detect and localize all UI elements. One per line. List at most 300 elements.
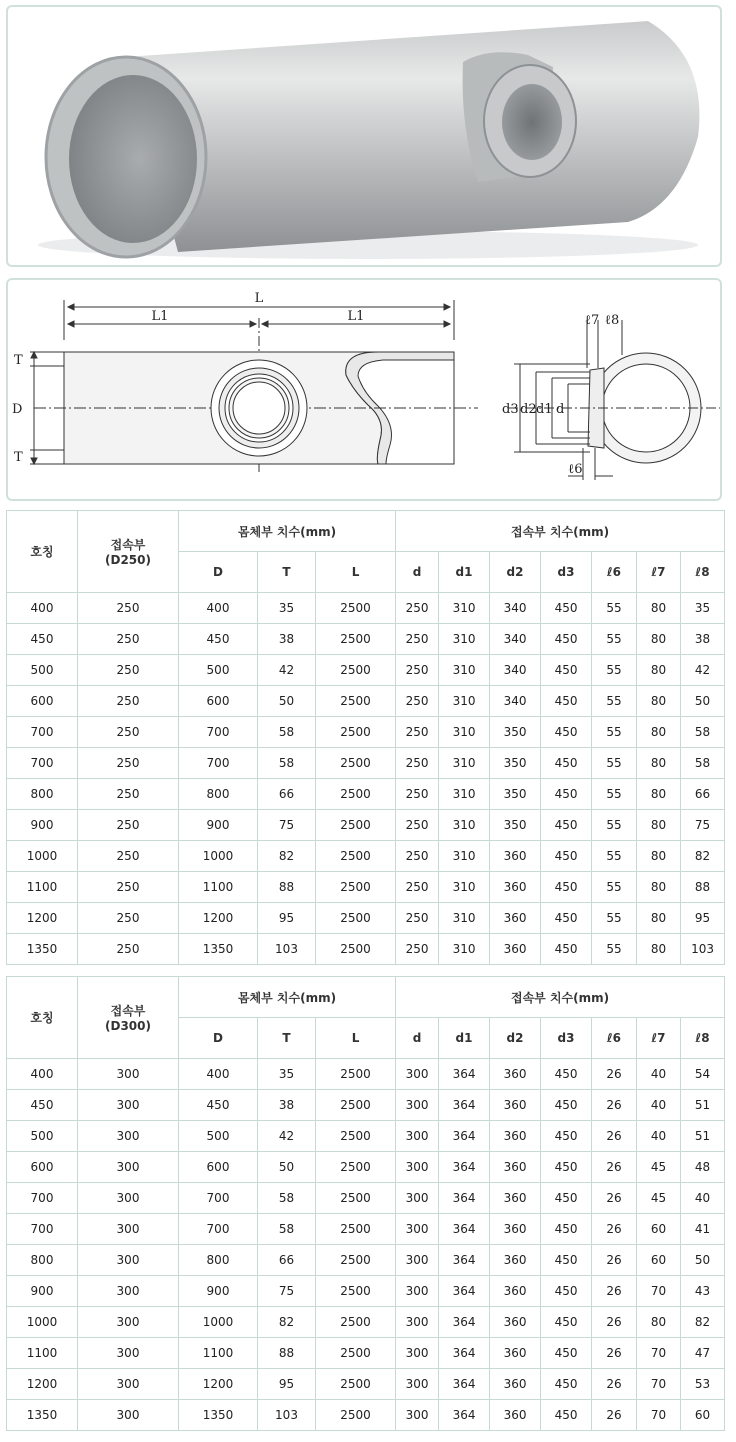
table-cell: 35	[258, 1059, 316, 1090]
table-cell: 40	[637, 1090, 681, 1121]
header-L: L	[316, 1018, 396, 1059]
table-cell: 450	[541, 1121, 592, 1152]
table-cell: 250	[396, 903, 439, 934]
table-cell: 2500	[316, 872, 396, 903]
table-cell: 1350	[179, 934, 258, 965]
table-cell: 300	[396, 1338, 439, 1369]
table-cell: 450	[541, 1245, 592, 1276]
table-cell: 900	[179, 1276, 258, 1307]
table-cell: 600	[7, 686, 78, 717]
header-d2: d2	[490, 552, 541, 593]
table-cell: 2500	[316, 934, 396, 965]
table-cell: 300	[396, 1400, 439, 1431]
table-cell: 1200	[7, 1369, 78, 1400]
table-cell: 40	[681, 1183, 725, 1214]
table-cell: 2500	[316, 1338, 396, 1369]
table-cell: 700	[7, 717, 78, 748]
table-cell: 82	[258, 841, 316, 872]
table-cell: 250	[78, 810, 179, 841]
table-cell: 364	[439, 1090, 490, 1121]
table-cell: 900	[7, 1276, 78, 1307]
table-cell: 300	[396, 1121, 439, 1152]
table-cell: 43	[681, 1276, 725, 1307]
table-cell: 700	[7, 1214, 78, 1245]
table-cell: 350	[490, 717, 541, 748]
table-cell: 53	[681, 1369, 725, 1400]
table-cell: 300	[78, 1276, 179, 1307]
header-joint-main: 접속부	[110, 1004, 146, 1018]
table-cell: 360	[490, 1183, 541, 1214]
table-cell: 1350	[179, 1400, 258, 1431]
table-cell: 80	[637, 686, 681, 717]
table-cell: 70	[637, 1338, 681, 1369]
table-cell: 450	[541, 903, 592, 934]
table-cell: 95	[258, 1369, 316, 1400]
header-body-group: 몸체부 치수(mm)	[179, 511, 396, 552]
table-cell: 450	[541, 810, 592, 841]
table-row	[7, 779, 725, 810]
table-cell: 360	[490, 1152, 541, 1183]
table-cell: 2500	[316, 1400, 396, 1431]
table-cell: 250	[396, 779, 439, 810]
table-cell: 310	[439, 748, 490, 779]
table-cell: 26	[592, 1214, 637, 1245]
table-cell: 250	[78, 717, 179, 748]
table-cell: 400	[7, 1059, 78, 1090]
table-cell: 2500	[316, 1121, 396, 1152]
table-cell: 310	[439, 810, 490, 841]
table-cell: 310	[439, 593, 490, 624]
table-cell: 300	[78, 1183, 179, 1214]
header-nominal: 호칭	[7, 977, 78, 1059]
table-cell: 75	[258, 810, 316, 841]
table-cell: 364	[439, 1059, 490, 1090]
header-l6: ℓ6	[592, 552, 637, 593]
spec-table-d250	[6, 510, 725, 965]
table-cell: 300	[78, 1214, 179, 1245]
table-cell: 800	[179, 1245, 258, 1276]
table-cell: 80	[637, 903, 681, 934]
table-cell: 45	[637, 1183, 681, 1214]
label-T-bottom: T	[14, 450, 23, 465]
table-cell: 300	[396, 1307, 439, 1338]
table-cell: 364	[439, 1307, 490, 1338]
table-cell: 80	[637, 872, 681, 903]
table-cell: 300	[396, 1245, 439, 1276]
table-row	[7, 810, 725, 841]
table-cell: 310	[439, 686, 490, 717]
header-joint-main: 접속부	[110, 538, 146, 552]
table-cell: 500	[7, 655, 78, 686]
table-cell: 1000	[7, 841, 78, 872]
table-cell: 350	[490, 748, 541, 779]
table-cell: 80	[637, 655, 681, 686]
table-cell: 300	[396, 1059, 439, 1090]
table-row	[7, 717, 725, 748]
table-cell: 310	[439, 624, 490, 655]
table-cell: 55	[592, 624, 637, 655]
table-cell: 800	[179, 779, 258, 810]
label-L: L	[254, 291, 264, 306]
table-cell: 2500	[316, 1307, 396, 1338]
table-cell: 400	[179, 593, 258, 624]
table-row	[7, 1245, 725, 1276]
dimension-drawing	[6, 278, 722, 501]
table-cell: 700	[7, 748, 78, 779]
table-cell: 50	[258, 686, 316, 717]
table-cell: 364	[439, 1400, 490, 1431]
concrete-pipe-image	[8, 7, 720, 265]
table-cell: 360	[490, 1214, 541, 1245]
table-cell: 450	[541, 686, 592, 717]
table-cell: 364	[439, 1183, 490, 1214]
header-d1: d1	[439, 1018, 490, 1059]
table-cell: 310	[439, 872, 490, 903]
table-cell: 51	[681, 1121, 725, 1152]
table-cell: 400	[179, 1059, 258, 1090]
table-cell: 360	[490, 1369, 541, 1400]
table-cell: 2500	[316, 1059, 396, 1090]
table-cell: 60	[637, 1245, 681, 1276]
label-d2: d2	[520, 402, 537, 417]
table-cell: 450	[541, 593, 592, 624]
table-cell: 300	[396, 1183, 439, 1214]
table-cell: 1350	[7, 1400, 78, 1431]
table-cell: 300	[396, 1152, 439, 1183]
table-cell: 450	[541, 717, 592, 748]
header-joint-group: 접속부 치수(mm)	[396, 511, 725, 552]
table-cell: 95	[258, 903, 316, 934]
header-D: D	[179, 552, 258, 593]
table-cell: 2500	[316, 1245, 396, 1276]
table-cell: 66	[258, 1245, 316, 1276]
table-cell: 88	[258, 872, 316, 903]
table-cell: 1000	[7, 1307, 78, 1338]
table-cell: 2500	[316, 810, 396, 841]
table-cell: 450	[541, 934, 592, 965]
table-cell: 58	[258, 1183, 316, 1214]
table-cell: 450	[541, 1214, 592, 1245]
table-cell: 250	[396, 748, 439, 779]
label-d: d	[556, 402, 565, 417]
table-cell: 55	[592, 593, 637, 624]
header-joint-group: 접속부 치수(mm)	[396, 977, 725, 1018]
table-cell: 364	[439, 1276, 490, 1307]
table1-body	[7, 593, 725, 965]
table-cell: 360	[490, 1276, 541, 1307]
table-cell: 450	[541, 624, 592, 655]
label-d3: d3	[502, 402, 519, 417]
table-cell: 55	[592, 872, 637, 903]
header-l8: ℓ8	[681, 552, 725, 593]
label-L1-left: L1	[151, 309, 169, 324]
header-d2: d2	[490, 1018, 541, 1059]
table-cell: 55	[592, 717, 637, 748]
table-row	[7, 1183, 725, 1214]
label-l6: ℓ6	[568, 462, 583, 477]
table-cell: 42	[258, 1121, 316, 1152]
table-cell: 26	[592, 1307, 637, 1338]
table-cell: 50	[681, 686, 725, 717]
table-cell: 58	[681, 748, 725, 779]
table-cell: 80	[637, 1307, 681, 1338]
table-cell: 80	[637, 748, 681, 779]
table2-body	[7, 1059, 725, 1431]
table-cell: 364	[439, 1338, 490, 1369]
table-cell: 26	[592, 1400, 637, 1431]
table-cell: 250	[396, 810, 439, 841]
table-cell: 60	[681, 1400, 725, 1431]
table-cell: 450	[541, 1152, 592, 1183]
table-cell: 250	[78, 748, 179, 779]
table-cell: 26	[592, 1245, 637, 1276]
table-cell: 80	[637, 779, 681, 810]
header-joint-sub: (D300)	[105, 1019, 151, 1033]
table-cell: 1000	[179, 1307, 258, 1338]
table-cell: 1350	[7, 934, 78, 965]
table-cell: 55	[592, 779, 637, 810]
table-cell: 2500	[316, 1214, 396, 1245]
table-cell: 450	[541, 841, 592, 872]
table-cell: 800	[7, 1245, 78, 1276]
table-cell: 300	[78, 1059, 179, 1090]
table-cell: 38	[258, 624, 316, 655]
table-cell: 2500	[316, 655, 396, 686]
table-row	[7, 1307, 725, 1338]
table-cell: 310	[439, 655, 490, 686]
table-cell: 364	[439, 1245, 490, 1276]
table-cell: 70	[637, 1369, 681, 1400]
table-cell: 2500	[316, 1276, 396, 1307]
table-row	[7, 1059, 725, 1090]
table-cell: 300	[396, 1090, 439, 1121]
table-cell: 450	[7, 624, 78, 655]
table-cell: 360	[490, 1338, 541, 1369]
table-cell: 500	[7, 1121, 78, 1152]
table-cell: 38	[258, 1090, 316, 1121]
table-cell: 50	[681, 1245, 725, 1276]
header-T: T	[258, 552, 316, 593]
table-cell: 450	[541, 779, 592, 810]
header-d1: d1	[439, 552, 490, 593]
table-cell: 1200	[179, 903, 258, 934]
table-row	[7, 1400, 725, 1431]
table-cell: 364	[439, 1121, 490, 1152]
table-cell: 300	[396, 1214, 439, 1245]
table-cell: 55	[592, 810, 637, 841]
table-cell: 450	[541, 1338, 592, 1369]
table-cell: 55	[592, 655, 637, 686]
table-cell: 450	[541, 1183, 592, 1214]
table-row	[7, 903, 725, 934]
product-photo	[6, 5, 722, 267]
table-cell: 360	[490, 1245, 541, 1276]
table-cell: 82	[681, 1307, 725, 1338]
label-l8: ℓ8	[604, 313, 620, 328]
table-cell: 250	[78, 686, 179, 717]
table-cell: 80	[637, 841, 681, 872]
table-cell: 26	[592, 1059, 637, 1090]
table-cell: 26	[592, 1090, 637, 1121]
table-cell: 2500	[316, 624, 396, 655]
table-cell: 75	[681, 810, 725, 841]
table-cell: 1200	[179, 1369, 258, 1400]
table-cell: 450	[541, 1400, 592, 1431]
table-cell: 250	[78, 934, 179, 965]
table-cell: 900	[7, 810, 78, 841]
table-cell: 450	[541, 1059, 592, 1090]
table-cell: 26	[592, 1338, 637, 1369]
table-cell: 41	[681, 1214, 725, 1245]
table-row	[7, 841, 725, 872]
table-row	[7, 748, 725, 779]
table-cell: 40	[637, 1059, 681, 1090]
table-cell: 26	[592, 1369, 637, 1400]
table-cell: 340	[490, 655, 541, 686]
header-l7: ℓ7	[637, 552, 681, 593]
table-cell: 310	[439, 717, 490, 748]
table-cell: 360	[490, 1307, 541, 1338]
table-row	[7, 1276, 725, 1307]
front-view	[30, 300, 478, 475]
table-cell: 450	[541, 748, 592, 779]
table-cell: 1100	[179, 1338, 258, 1369]
label-l7: ℓ7	[584, 313, 600, 328]
side-view	[508, 320, 720, 480]
table-cell: 500	[179, 1121, 258, 1152]
technical-drawing	[8, 280, 720, 499]
label-T-top: T	[14, 353, 23, 368]
header-d3: d3	[541, 552, 592, 593]
table-cell: 310	[439, 841, 490, 872]
table-row	[7, 624, 725, 655]
table-cell: 300	[78, 1152, 179, 1183]
table-cell: 250	[396, 624, 439, 655]
table-cell: 103	[258, 934, 316, 965]
table-cell: 80	[637, 934, 681, 965]
table-cell: 1100	[7, 1338, 78, 1369]
table-cell: 700	[179, 717, 258, 748]
header-nominal: 호칭	[7, 511, 78, 593]
table-cell: 450	[541, 1276, 592, 1307]
table-cell: 250	[78, 903, 179, 934]
table-cell: 55	[592, 934, 637, 965]
table-cell: 2500	[316, 841, 396, 872]
table-row	[7, 1090, 725, 1121]
table-cell: 66	[258, 779, 316, 810]
label-L1-right: L1	[347, 309, 365, 324]
table-cell: 40	[637, 1121, 681, 1152]
table-cell: 47	[681, 1338, 725, 1369]
table-cell: 450	[541, 1307, 592, 1338]
table-cell: 250	[78, 872, 179, 903]
table-cell: 400	[7, 593, 78, 624]
table-cell: 58	[681, 717, 725, 748]
table-cell: 250	[78, 624, 179, 655]
table-cell: 70	[637, 1276, 681, 1307]
table-cell: 250	[396, 655, 439, 686]
header-L: L	[316, 552, 396, 593]
table-cell: 350	[490, 779, 541, 810]
table-cell: 42	[681, 655, 725, 686]
table-cell: 82	[681, 841, 725, 872]
table-cell: 340	[490, 686, 541, 717]
table-cell: 360	[490, 841, 541, 872]
header-d: d	[396, 1018, 439, 1059]
table-cell: 300	[78, 1338, 179, 1369]
table-cell: 54	[681, 1059, 725, 1090]
table-cell: 38	[681, 624, 725, 655]
table-cell: 450	[541, 1369, 592, 1400]
table-cell: 450	[179, 1090, 258, 1121]
table-cell: 80	[637, 593, 681, 624]
table-cell: 2500	[316, 593, 396, 624]
table-cell: 600	[179, 1152, 258, 1183]
table-cell: 450	[541, 1090, 592, 1121]
table-cell: 80	[637, 624, 681, 655]
table-cell: 1100	[7, 872, 78, 903]
table-row	[7, 1214, 725, 1245]
table-cell: 250	[396, 686, 439, 717]
table-cell: 450	[179, 624, 258, 655]
table-cell: 300	[78, 1369, 179, 1400]
table-cell: 45	[637, 1152, 681, 1183]
table-cell: 1000	[179, 841, 258, 872]
table-cell: 2500	[316, 1152, 396, 1183]
table-cell: 51	[681, 1090, 725, 1121]
table-cell: 360	[490, 1400, 541, 1431]
table-cell: 2500	[316, 1369, 396, 1400]
table-cell: 310	[439, 903, 490, 934]
table-cell: 250	[396, 593, 439, 624]
table-cell: 360	[490, 1090, 541, 1121]
table-cell: 1100	[179, 872, 258, 903]
table-cell: 1200	[7, 903, 78, 934]
table-cell: 700	[179, 1214, 258, 1245]
table-cell: 2500	[316, 779, 396, 810]
table-cell: 48	[681, 1152, 725, 1183]
table-cell: 55	[592, 841, 637, 872]
label-D: D	[12, 402, 23, 417]
table-cell: 500	[179, 655, 258, 686]
table-cell: 340	[490, 593, 541, 624]
header-l8: ℓ8	[681, 1018, 725, 1059]
table-cell: 26	[592, 1121, 637, 1152]
table-cell: 75	[258, 1276, 316, 1307]
table-cell: 95	[681, 903, 725, 934]
table-cell: 300	[78, 1090, 179, 1121]
table-cell: 50	[258, 1152, 316, 1183]
header-l6: ℓ6	[592, 1018, 637, 1059]
table-row	[7, 872, 725, 903]
header-joint-sub: (D250)	[105, 553, 151, 567]
table-cell: 250	[78, 593, 179, 624]
table-cell: 66	[681, 779, 725, 810]
table-cell: 364	[439, 1152, 490, 1183]
table-cell: 250	[396, 872, 439, 903]
table-cell: 360	[490, 934, 541, 965]
header-d: d	[396, 552, 439, 593]
table-cell: 250	[78, 841, 179, 872]
table-cell: 700	[179, 748, 258, 779]
table-cell: 103	[258, 1400, 316, 1431]
table-cell: 88	[681, 872, 725, 903]
table-row	[7, 1369, 725, 1400]
table-cell: 88	[258, 1338, 316, 1369]
table-cell: 364	[439, 1369, 490, 1400]
table-cell: 300	[78, 1307, 179, 1338]
table-cell: 250	[78, 779, 179, 810]
